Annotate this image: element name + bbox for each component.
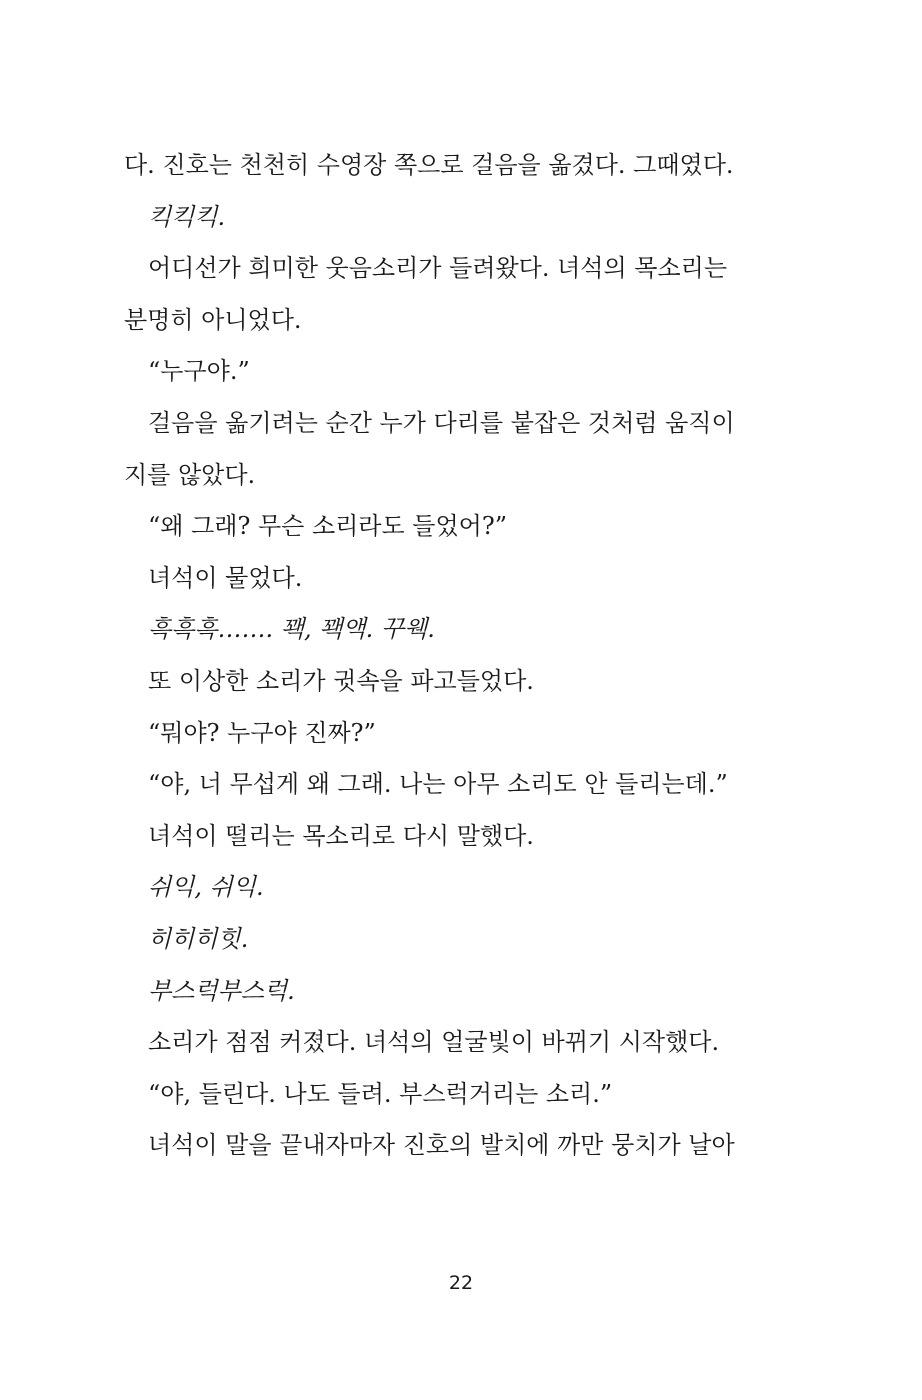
text-line: 어디선가 희미한 웃음소리가 들려왔다. 녀석의 목소리는 [148,254,728,283]
text-line: 걸음을 옮기려는 순간 누가 다리를 붙잡은 것처럼 움직이 [148,408,735,437]
text-line: 흑흑흑……. 꽥, 꽥액. 꾸웩. [148,615,435,644]
page-number: 22 [448,1272,474,1294]
text-line: 부스럭부스럭. [148,976,295,1005]
text-line: 킥킥킥. [148,202,226,231]
text-line: 다. 진호는 천천히 수영장 쪽으로 걸음을 옮겼다. 그때였다. [124,151,734,179]
text-line: “야, 들린다. 나도 들려. 부스럭거리는 소리.” [148,1079,613,1108]
body-text [124,140,764,1172]
text-line: 쉬익, 쉬익. [148,873,264,902]
text-line: 분명히 아니었다. [124,305,302,334]
text-line: “뭐야? 누구야 진짜?” [148,718,376,747]
text-line: 소리가 점점 커졌다. 녀석의 얼굴빛이 바뀌기 시작했다. [148,1028,720,1057]
text-line: 또 이상한 소리가 귓속을 파고들었다. [148,666,534,695]
text-line: 히히히힛. [148,924,249,953]
text-line: “왜 그래? 무슨 소리라도 들었어?” [148,512,507,541]
text-line: “야, 너 무섭게 왜 그래. 나는 아무 소리도 안 들리는데.” [148,770,728,799]
text-line: 녀석이 떨리는 목소리로 다시 말했다. [148,821,534,850]
text-line: 지를 않았다. [124,460,256,489]
text-line: 녀석이 물었다. [148,563,303,592]
text-line: “누구야.” [148,357,250,386]
text-line: 녀석이 말을 끝내자마자 진호의 발치에 까만 뭉치가 날아 [148,1131,735,1160]
